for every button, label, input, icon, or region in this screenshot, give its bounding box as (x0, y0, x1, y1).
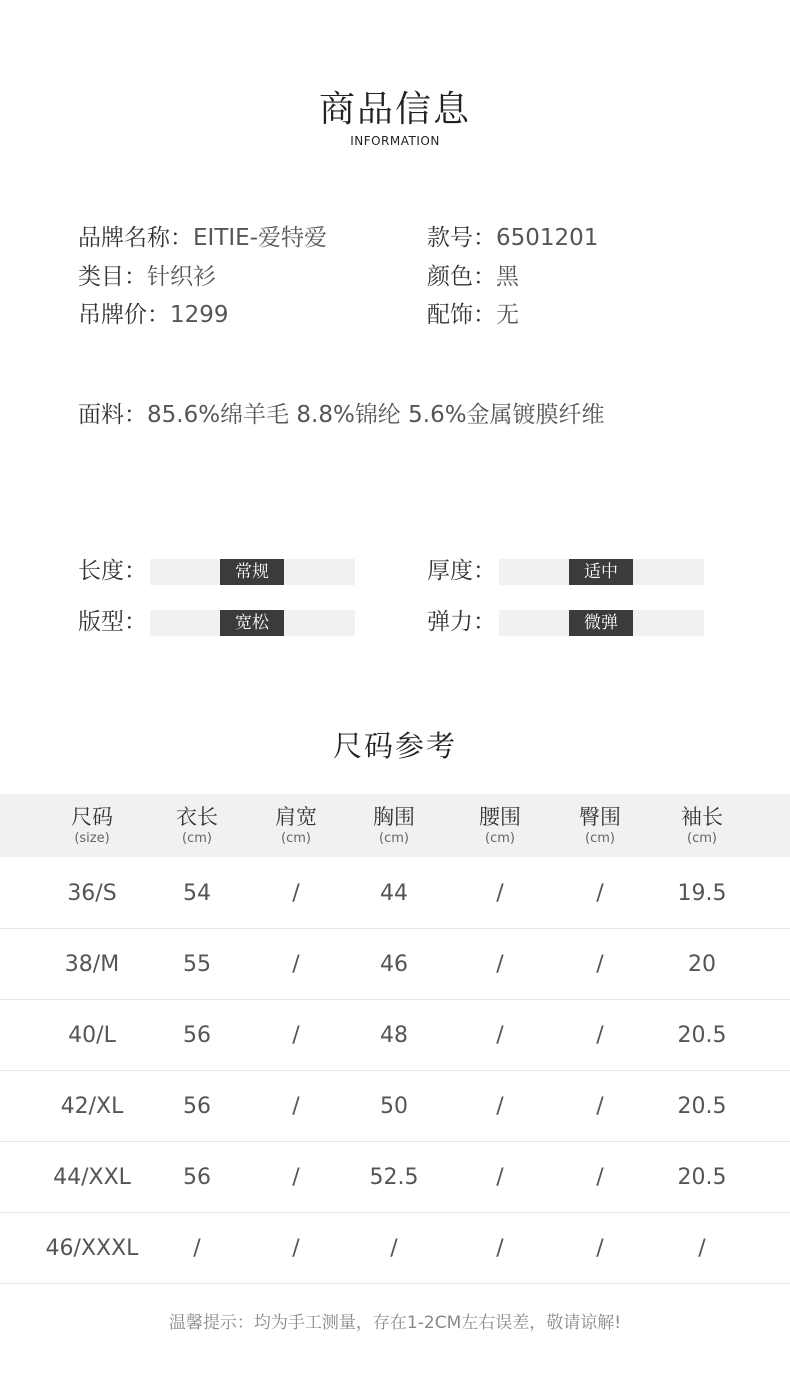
style-no-label: 款号： (427, 225, 496, 251)
attribute-scale (499, 610, 704, 636)
header-cell (550, 803, 650, 847)
table-cell: / (193, 1236, 201, 1261)
table-cell: 20.5 (677, 1165, 727, 1190)
header-cell (344, 803, 444, 847)
table-cell: / (496, 1094, 504, 1119)
table-cell: / (292, 1094, 300, 1119)
header-name: 腰围 (479, 805, 521, 829)
table-cell: / (292, 1236, 300, 1261)
table-cell: 38/M (64, 952, 120, 977)
header-name: 袖长 (681, 805, 723, 829)
fabric-composition (78, 398, 605, 432)
attribute-label: 版型： (78, 609, 147, 635)
table-cell: 46 (380, 952, 408, 977)
header-name: 尺码 (71, 805, 113, 829)
section-header (0, 88, 790, 148)
header-unit: (size) (74, 831, 110, 846)
table-cell: / (596, 1094, 604, 1119)
style-no-value: 6501201 (496, 225, 599, 251)
attribute-label: 长度： (78, 558, 147, 584)
table-row (0, 858, 790, 929)
table-cell: / (292, 952, 300, 977)
attribute-scale (499, 559, 704, 585)
page-title: 商品信息 (318, 89, 471, 130)
table-cell: / (496, 1165, 504, 1190)
table-cell: 55 (183, 952, 211, 977)
header-cell (246, 803, 346, 847)
tag-price-value: 1299 (170, 302, 229, 328)
attribute-value-chip: 宽松 (220, 610, 284, 636)
table-cell: / (390, 1236, 398, 1261)
table-cell: 52.5 (369, 1165, 419, 1190)
table-cell: / (496, 1236, 504, 1261)
table-cell: 46/XXXL (45, 1236, 139, 1261)
table-cell: 56 (183, 1094, 211, 1119)
brand-value: EITIE-爱特爱 (193, 225, 327, 251)
attribute-value-chip: 微弹 (569, 610, 633, 636)
accessory-value: 无 (496, 302, 519, 328)
table-cell: 50 (380, 1094, 408, 1119)
accessory-label: 配饰： (427, 302, 496, 328)
attribute-value-chip: 适中 (569, 559, 633, 585)
header-name: 肩宽 (275, 805, 317, 829)
info-row (78, 299, 718, 338)
size-table-header (0, 794, 790, 857)
color-label: 颜色： (427, 263, 496, 290)
table-cell: / (292, 1165, 300, 1190)
category-label: 类目： (78, 263, 147, 290)
table-cell: / (596, 881, 604, 906)
table-cell: / (292, 1023, 300, 1048)
page-subtitle: INFORMATION (350, 134, 440, 148)
category-value: 针织衫 (147, 263, 216, 290)
table-cell: 44/XXL (53, 1165, 131, 1190)
table-cell: 54 (183, 881, 211, 906)
header-name: 衣长 (176, 805, 218, 829)
table-row (0, 1071, 790, 1142)
tag-price-label: 吊牌价： (78, 302, 170, 328)
table-cell: 20.5 (677, 1023, 727, 1048)
table-cell: 19.5 (677, 881, 727, 906)
header-unit: (cm) (379, 831, 409, 846)
header-cell (147, 803, 247, 847)
table-row (0, 1000, 790, 1071)
info-row (78, 222, 718, 261)
product-info-grid (78, 222, 718, 338)
table-cell: 56 (183, 1165, 211, 1190)
table-cell: 36/S (67, 881, 117, 906)
table-cell: / (496, 881, 504, 906)
header-cell (652, 803, 752, 847)
header-unit: (cm) (687, 831, 717, 846)
table-row (0, 1213, 790, 1284)
header-unit: (cm) (485, 831, 515, 846)
table-cell: / (698, 1236, 706, 1261)
size-table-body (0, 858, 790, 1284)
table-cell: 42/XL (60, 1094, 124, 1119)
size-chart-title: 尺码参考 (332, 729, 457, 763)
header-unit: (cm) (585, 831, 615, 846)
table-cell: 20 (688, 952, 716, 977)
header-name: 臀围 (579, 805, 621, 829)
table-row (0, 929, 790, 1000)
header-name: 胸围 (373, 805, 415, 829)
table-cell: / (292, 881, 300, 906)
table-cell: / (596, 1236, 604, 1261)
attribute-value-chip: 常规 (220, 559, 284, 585)
table-cell: / (496, 1023, 504, 1048)
table-cell: 44 (380, 881, 408, 906)
attribute-scale (150, 610, 355, 636)
fabric-label: 面料： (78, 402, 147, 428)
attribute-scale (150, 559, 355, 585)
measurement-note: 温馨提示：均为手工测量，存在1-2CM左右误差，敬请谅解! (168, 1313, 622, 1333)
header-cell (450, 803, 550, 847)
table-cell: 48 (380, 1023, 408, 1048)
table-cell: / (596, 952, 604, 977)
table-cell: 56 (183, 1023, 211, 1048)
table-cell: / (496, 952, 504, 977)
table-cell: 20.5 (677, 1094, 727, 1119)
table-cell: / (596, 1165, 604, 1190)
table-cell: / (596, 1023, 604, 1048)
color-value: 黑 (496, 263, 519, 290)
header-cell (42, 803, 142, 847)
table-row (0, 1142, 790, 1213)
header-unit: (cm) (182, 831, 212, 846)
attribute-label: 厚度： (427, 558, 496, 584)
header-unit: (cm) (281, 831, 311, 846)
attribute-label: 弹力： (427, 609, 496, 635)
info-row (78, 261, 718, 300)
brand-label: 品牌名称： (78, 225, 193, 251)
fabric-value: 85.6%绵羊毛 8.8%锦纶 5.6%金属镀膜纤维 (147, 402, 605, 428)
table-cell: 40/L (68, 1023, 116, 1048)
